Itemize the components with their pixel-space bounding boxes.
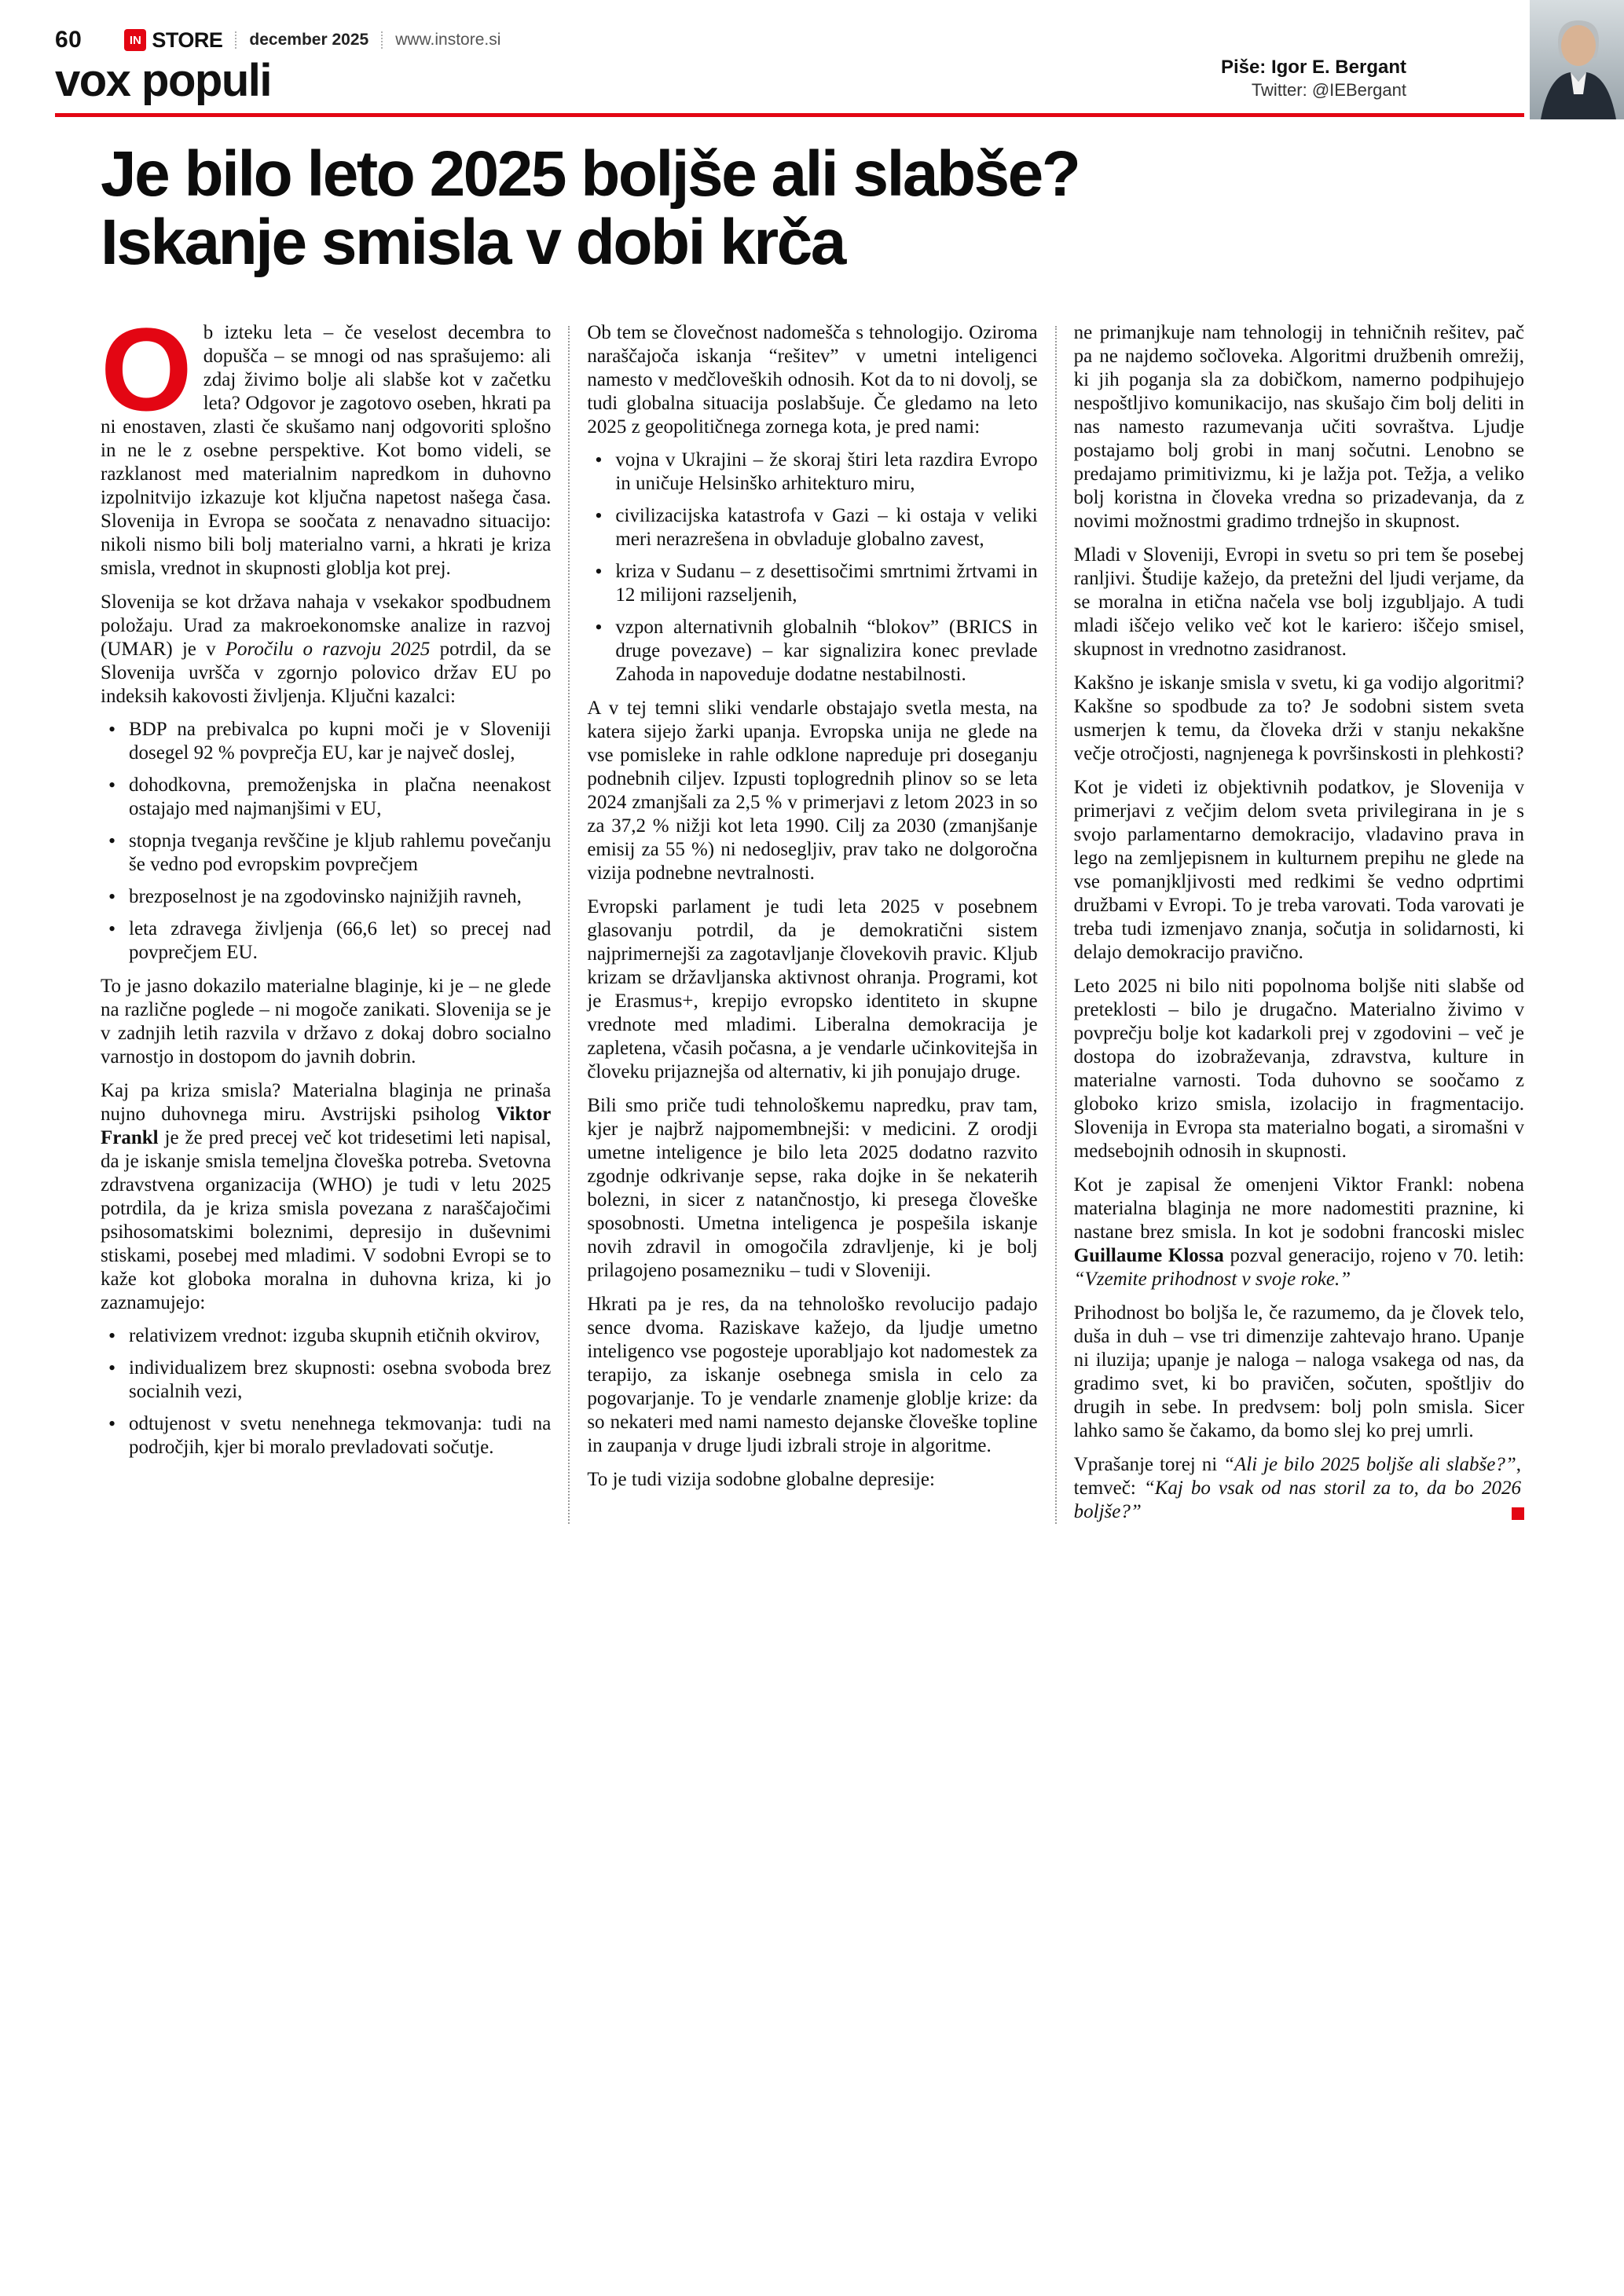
article-paragraph: Kakšno je iskanje smisla v svetu, ki ga vodijo algoritmi? Kakšne so spodbude za to? Je sodobni sistem sveta usmerjen k temu, da človeka drži v stanju nekakšne večje otročjosti, nagnjenega k površinskosti in plehkosti? xyxy=(1073,672,1524,764)
text-column-1 xyxy=(101,302,552,1524)
bullet-list xyxy=(101,1324,551,1459)
page-number: 60 xyxy=(55,27,82,53)
issue-date: december 2025 xyxy=(249,31,369,49)
column-divider xyxy=(568,326,570,1524)
article-title xyxy=(101,138,1524,278)
article-paragraph: Kot je videti iz objektivnih podatkov, je Slovenija v primerjavi z večjim delom sveta privilegirana in je s svojo parlamentarno demokracijo, vladavino prava in lego na zemljepisnem in kulturnem prepihu ne glede na vse pomanjkljivosti med redkimi še vedno odprtimi družbami v Evropi. To je treba varovati. Toda varovati je treba tudi izmenjavo znanja, sočutja in solidarnosti, ki delajo demokracijo pravično. xyxy=(1073,776,1524,963)
article-paragraph: Evropski parlament je tudi leta 2025 v posebnem glasovanju potrdil, da je demokratični sistem najprimernejši za zagotavljanje človekovih pravic. Kljub krizam se državljanska aktivnost ohranja. Programi, kot je Erasmus+, krepijo evropsko identiteto in skupne vrednote med mladimi. Liberalna demokracija je zapletena, včasih počasna, a je vendarle učinkovitejša in človeku prijaznejša od alternativ, ki jih ponujajo druge. xyxy=(587,895,1038,1082)
article-paragraph: Bili smo priče tudi tehnološkemu napredku, prav tam, kjer je najbrž najpomembnejši: v medicini. Z orodji umetne inteligence je bilo leta 2025 dodatno razvito zgodnje odkrivanje sepse, raka dojke in še nekaterih bolezni, in sicer z natančnostjo, ki presega človeške sposobnosti. Umetna inteligenca je pospešila iskanje novih zdravil in omogočila zdravljenje, ki je bolj prilagojeno posamezniku – tudi v Sloveniji. xyxy=(587,1094,1038,1281)
bullet-item: • vojna v Ukrajini – že skoraj štiri leta razdira Evropo in uničuje Helsinško arhitekturo miru, xyxy=(587,449,1037,496)
article-paragraph: Kot je zapisal že omenjeni Viktor Frankl: nobena materialna blaginja ne more nadomestiti praznine, ki nastane brez smisla. In kot je sodobni francoski mislec Guillaume Klossa pozval generacijo, rojeno v 70. letih: “Vzemite prihodnost v svoje roke.” xyxy=(1073,1174,1524,1290)
author-photo xyxy=(1530,0,1624,119)
bullet-item: • civilizacijska katastrofa v Gazi – ki ostaja v veliki meri nerazrešena in obvladuje globalno zavest, xyxy=(587,504,1037,551)
website-url: www.instore.si xyxy=(395,31,501,49)
italic-text: “Vzemite prihodnost v svoje roke.” xyxy=(1073,1268,1351,1290)
italic-text: “Ali je bilo 2025 boljše ali slabše?” xyxy=(1223,1453,1516,1475)
bold-text: Guillaume Klossa xyxy=(1073,1244,1224,1266)
article-paragraph: Slovenija se kot država nahaja v vsekakor spodbudnem položaju. Urad za makroekonomske analize in razvoj (UMAR) je v Poročilu o razvoju 2025 potrdil, da se Slovenija uvršča v zgornjo polovico držav EU po indeksih kakovosti življenja. Ključni kazalci: xyxy=(101,591,552,707)
bullet-item: • vzpon alternativnih globalnih “blokov” (BRICS in druge povezave) – kar signalizira konec prevlade Zahoda in napoveduje dodatne nestabilnosti. xyxy=(587,616,1037,687)
bullet-item: • individualizem brez skupnosti: osebna svoboda brez socialnih vezi, xyxy=(101,1357,551,1404)
bullet-item: • BDP na prebivalca po kupni moči je v Sloveniji dosegel 92 % povprečja EU, kar je največ doslej, xyxy=(101,718,551,765)
author-block xyxy=(1221,57,1406,104)
bullet-list xyxy=(101,718,551,965)
article-paragraph: Prihodnost bo boljša le, če razumemo, da je človek telo, duša in duh – vse tri dimenzije zahtevajo hrano. Upanje ni iluzija; upanje je naloga – naloga vsakega od nas, da gradimo svet, ki bo pravičen, sočuten, spoštljiv do drugih in sebe. In predvsem: bolj poln smisla. Sicer lahko samo še čakamo, da bomo slej ko prej umrli. xyxy=(1073,1302,1524,1441)
italic-text: “Kaj bo vsak od nas storil za to, da bo 2026 boljše?” xyxy=(1073,1477,1521,1522)
page-header xyxy=(55,27,1524,117)
text-column-2 xyxy=(587,321,1037,1524)
masthead-divider xyxy=(235,31,236,49)
instore-logo-icon: IN xyxy=(124,29,146,51)
brand-name: STORE xyxy=(152,27,223,52)
article-paragraph: Kaj pa kriza smisla? Materialna blaginja ne prinaša nujno duhovnega miru. Avstrijski psiholog Viktor Frankl je že pred precej več kot tridesetimi leti napisal, da je iskanje smisla temeljna človeška potreba. Svetovna zdravstvena organizacija (WHO) je tudi v letu 2025 potrdila, da je kriza smisla povezana z naraščajočimi psihosomatskimi boleznimi, depresijo in duševnimi stiskami, posebej med mladimi. V sodobni Evropi se to kaže kot globoka moralna in duhovna kriza, ki jo zaznamujejo: xyxy=(101,1079,552,1313)
article-paragraph: A v tej temni sliki vendarle obstajajo svetla mesta, na katera sijejo žarki upanja. Evropska unija ne glede na vse pomisleke in rahle odklone napreduje pri doseganju podnebnih ciljev. Izpusti toplogrednih plinov so se leta 2024 zmanjšali za 2,5 % v primerjavi z letom 2023 in so za 37,2 % nižji kot leta 1990. Cilj za 2030 (zmanjšanje emisij za 55 %) ni nedosegljiv, prav tako ne dolgoročna vizija podnebne nevtralnosti. xyxy=(587,697,1038,884)
author-name: Piše: Igor E. Bergant xyxy=(1220,57,1406,78)
header-rule xyxy=(55,113,1524,117)
bullet-item: • relativizem vrednot: izguba skupnih etičnih okvirov, xyxy=(101,1324,551,1348)
article-paragraph: ne primanjkuje nam tehnologij in tehničnih rešitev, pač pa ne najdemo sočloveka. Algoritmi družbenih omrežij, ki jih poganja sla za dobičkom, namerno podpihujejo nespoštljivo komunikacijo, nas skušajo čim bolj deliti in nas namesto razumevanja učiti sovraštva. Ljudje postajamo bolj grobi in manj sočutni. Lenobno se predajamo primitivizmu, ki je lažja pot. Težja, a veliko bolj koristna in človeka vredna so prizadevanja, da z novimi možnostmi gradimo trdnejšo in skupnost. xyxy=(1073,321,1524,532)
drop-cap: O xyxy=(101,302,192,435)
bullet-item: • leta zdravega življenja (66,6 let) so precej nad povprečjem EU. xyxy=(101,917,551,965)
italic-text: Poročilu o razvoju 2025 xyxy=(225,638,431,660)
article-paragraph: Hkrati pa je res, da na tehnološko revolucijo padajo sence dvoma. Raziskave kažejo, da ljudje umetno inteligenco vse pogosteje uporabljajo kot nadomestek za terapijo, za iskanje osebnega smisla in celo za pogovarjanje. To je vendarle znamenje globlje krize: da so nekateri med nami namesto dejanske človeške topline in zaupanja v druge ljudi izbrali stroje in algoritme. xyxy=(587,1293,1038,1456)
column-header xyxy=(55,57,1524,104)
bullet-item: • brezposelnost je na zgodovinsko najnižjih ravneh, xyxy=(101,885,551,909)
end-mark xyxy=(1512,1507,1524,1520)
column-title: vox populi xyxy=(55,55,271,106)
article-paragraph: Leto 2025 ni bilo niti popolnoma boljše niti slabše od preteklosti – bilo je drugačno. Materialno živimo v povprečju bolje kot kadarkoli prej v zgodovini – več je dostopa do izobraževanja, zdravstva, kulture in materialne varnosti. Toda duhovno se soočamo z globoko krizo smisla, izolacijo in fragmentacijo. Slovenija in Evropa sta materialno bogati, a siromašni v medsebojnih odnosih in skupnosti. xyxy=(1073,975,1524,1162)
article-paragraph: To je tudi vizija sodobne globalne depresije: xyxy=(587,1468,935,1490)
masthead-divider xyxy=(381,31,383,49)
instore-logo xyxy=(124,28,222,53)
article-paragraph: Ob tem se človečnost nadomešča s tehnologijo. Oziroma naraščajoča iskanja “rešitev” v umetni inteligenci namesto v medčloveških odnosih. Kot da to ni dovolj, se tudi globalna situacija poslabšuje. Če gledamo na leto 2025 z geopolitičnega zornega kota, je pred nami: xyxy=(587,321,1038,438)
text-column-3 xyxy=(1074,321,1524,1524)
bullet-item: • kriza v Sudanu – z desettisočimi smrtnimi žrtvami in 12 milijoni razseljenih, xyxy=(587,560,1037,607)
article-paragraph: Vprašanje torej ni “Ali je bilo 2025 boljše ali slabše?”, temveč: “Kaj bo vsak od nas storil za to, da bo 2026 boljše?” xyxy=(1074,1453,1524,1524)
masthead xyxy=(55,27,1524,53)
bullet-list xyxy=(587,449,1037,687)
bullet-item: • odtujenost v svetu nenehnega tekmovanja: tudi na področjih, kjer bi moralo prevladovati sočutje. xyxy=(101,1412,551,1459)
article-title-line1: Je bilo leto 2025 boljše ali slabše? xyxy=(101,138,1080,210)
article-paragraph: To je jasno dokazilo materialne blaginje, ki je – ne glede na različne poglede – ni mogoče zanikati. Slovenija se je v zadnjih letih razvila v državo z dokaj dobro socialno varnostjo in dostopom do javnih dobrin. xyxy=(101,975,552,1067)
column-divider xyxy=(1055,326,1057,1524)
author-twitter: Twitter: @IEBergant xyxy=(1251,80,1406,100)
article-paragraph: Mladi v Sloveniji, Evropi in svetu so pri tem še posebej ranljivi. Študije kažejo, da pretežni del ljudi verjame, da se moralna in etična načela vse bolj izgubljajo. A tudi mladi iščejo veliko več kot le kariero: iščejo smisel, skupnost in vrednotno zasidranost. xyxy=(1073,544,1524,660)
article-paragraph: Ob izteku leta – če veselost decembra to dopušča – se mnogi od nas sprašujemo: ali zdaj živimo bolje ali slabše kot v začetku leta? Odgovor je zagotovo oseben, hkrati pa ni enostaven, zlasti če skušamo nanj odgovoriti splošno in ne le z osebne perspektive. Kot bomo videli, se razklanost med materialnim napredkom in duhovno izpolnitvijo izkazuje kot ključna napetost našega časa. Slovenija in Evropa se soočata z nenavadno situacijo: nikoli nismo bili bolj materialno varni, a hkrati je kriza smisla, vrednot in skupnosti globlja kot prej. xyxy=(101,302,552,579)
article-title-line2: Iskanje smisla v dobi krča xyxy=(101,206,845,278)
bullet-item: • stopnja tveganja revščine je kljub rahlemu povečanju še vedno pod evropskim povprečjem xyxy=(101,829,551,877)
article-body xyxy=(101,302,1524,1524)
bullet-item: • dohodkovna, premoženjska in plačna neenakost ostajajo med najmanjšimi v EU, xyxy=(101,774,551,821)
bold-text: Viktor Frankl xyxy=(101,1103,552,1148)
